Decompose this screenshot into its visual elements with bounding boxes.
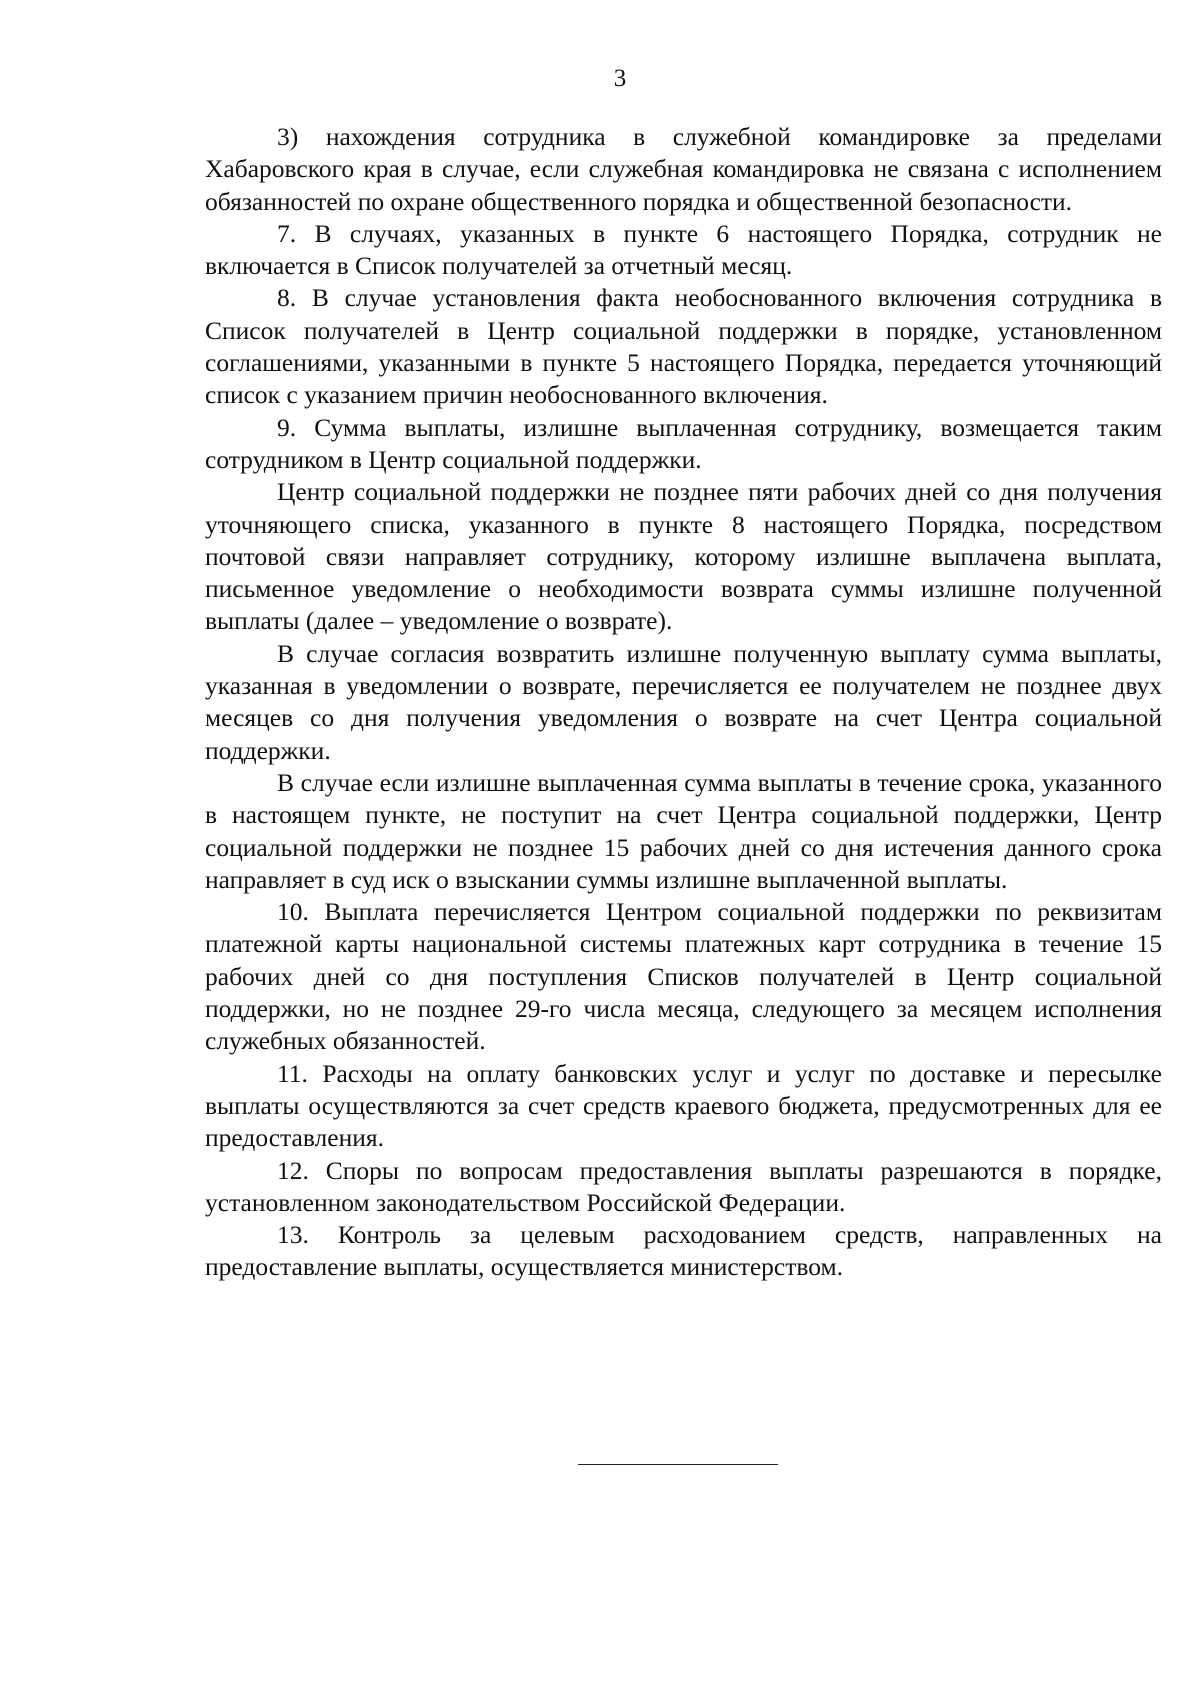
paragraph-clause-9-notice: Центр социальной поддержки не позднее пяти рабочих дней со дня получения уточняющего списка, указанного в пункте 8 настоящего Порядка, посредством почтовой связи направляет сотруднику, которому излишне выплачена выплата, письменное уведомление о необходимости возврата суммы излишне полученной выплаты (далее – уведомление о возврате). [205, 477, 1162, 636]
paragraph-clause-8: 8. В случае установления факта необоснованного включения сотрудника в Список получателей в Центр социальной поддержки в порядке, установленном соглашениями, указанными в пункте 5 настоящего Порядка, передается уточняющий список с указанием причин необоснованного включения. [205, 283, 1162, 410]
page-number: 3 [613, 65, 627, 92]
paragraph-clause-13: 13. Контроль за целевым расходованием средств, направленных на предоставление выплаты, осуществляется министерством. [205, 1220, 1162, 1282]
paragraph-clause-9-voluntary-return: В случае согласия возвратить излишне полученную выплату сумма выплаты, указанная в уведомлении о возврате, перечисляется ее получателем не позднее двух месяцев со дня получения уведомления о возврате на счет Центра социальной поддержки. [205, 638, 1162, 765]
end-of-document-rule [578, 1464, 778, 1465]
paragraph-clause-7: 7. В случаях, указанных в пункте 6 настоящего Порядка, сотрудник не включается в Список получателей за отчетный месяц. [205, 218, 1162, 281]
paragraph-clause-12: 12. Споры по вопросам предоставления выплаты разрешаются в порядке, установленном законодательством Российской Федерации. [205, 1155, 1162, 1217]
document-body [205, 121, 1162, 1284]
paragraph-subitem-3: 3) нахождения сотрудника в служебной командировке за пределами Хабаровского края в случае, если служебная командировка не связана с исполнением обязанностей по охране общественного порядка и общественной безопасности. [205, 122, 1162, 216]
paragraph-clause-9-court: В случае если излишне выплаченная сумма выплаты в течение срока, указанного в настоящем пункте, не поступит на счет Центра социальной поддержки, Центр социальной поддержки не позднее 15 рабочих дней со дня истечения данного срока направляет в суд иск о взыскании суммы излишне выплаченной выплаты. [205, 767, 1162, 894]
paragraph-clause-11: 11. Расходы на оплату банковских услуг и услуг по доставке и пересылке выплаты осуществляются за счет средств краевого бюджета, предусмотренных для ее предоставления. [205, 1058, 1162, 1153]
paragraph-clause-10: 10. Выплата перечисляется Центром социальной поддержки по реквизитам платежной карты национальной системы платежных карт сотрудника в течение 15 рабочих дней со дня поступления Списков получателей в Центр социальной поддержки, но не позднее 29-го числа месяца, следующего за месяцем исполнения служебных обязанностей. [205, 897, 1162, 1056]
paragraph-clause-9: 9. Сумма выплаты, излишне выплаченная сотруднику, возмещается таким сотрудником в Центр социальной поддержки. [205, 412, 1162, 474]
